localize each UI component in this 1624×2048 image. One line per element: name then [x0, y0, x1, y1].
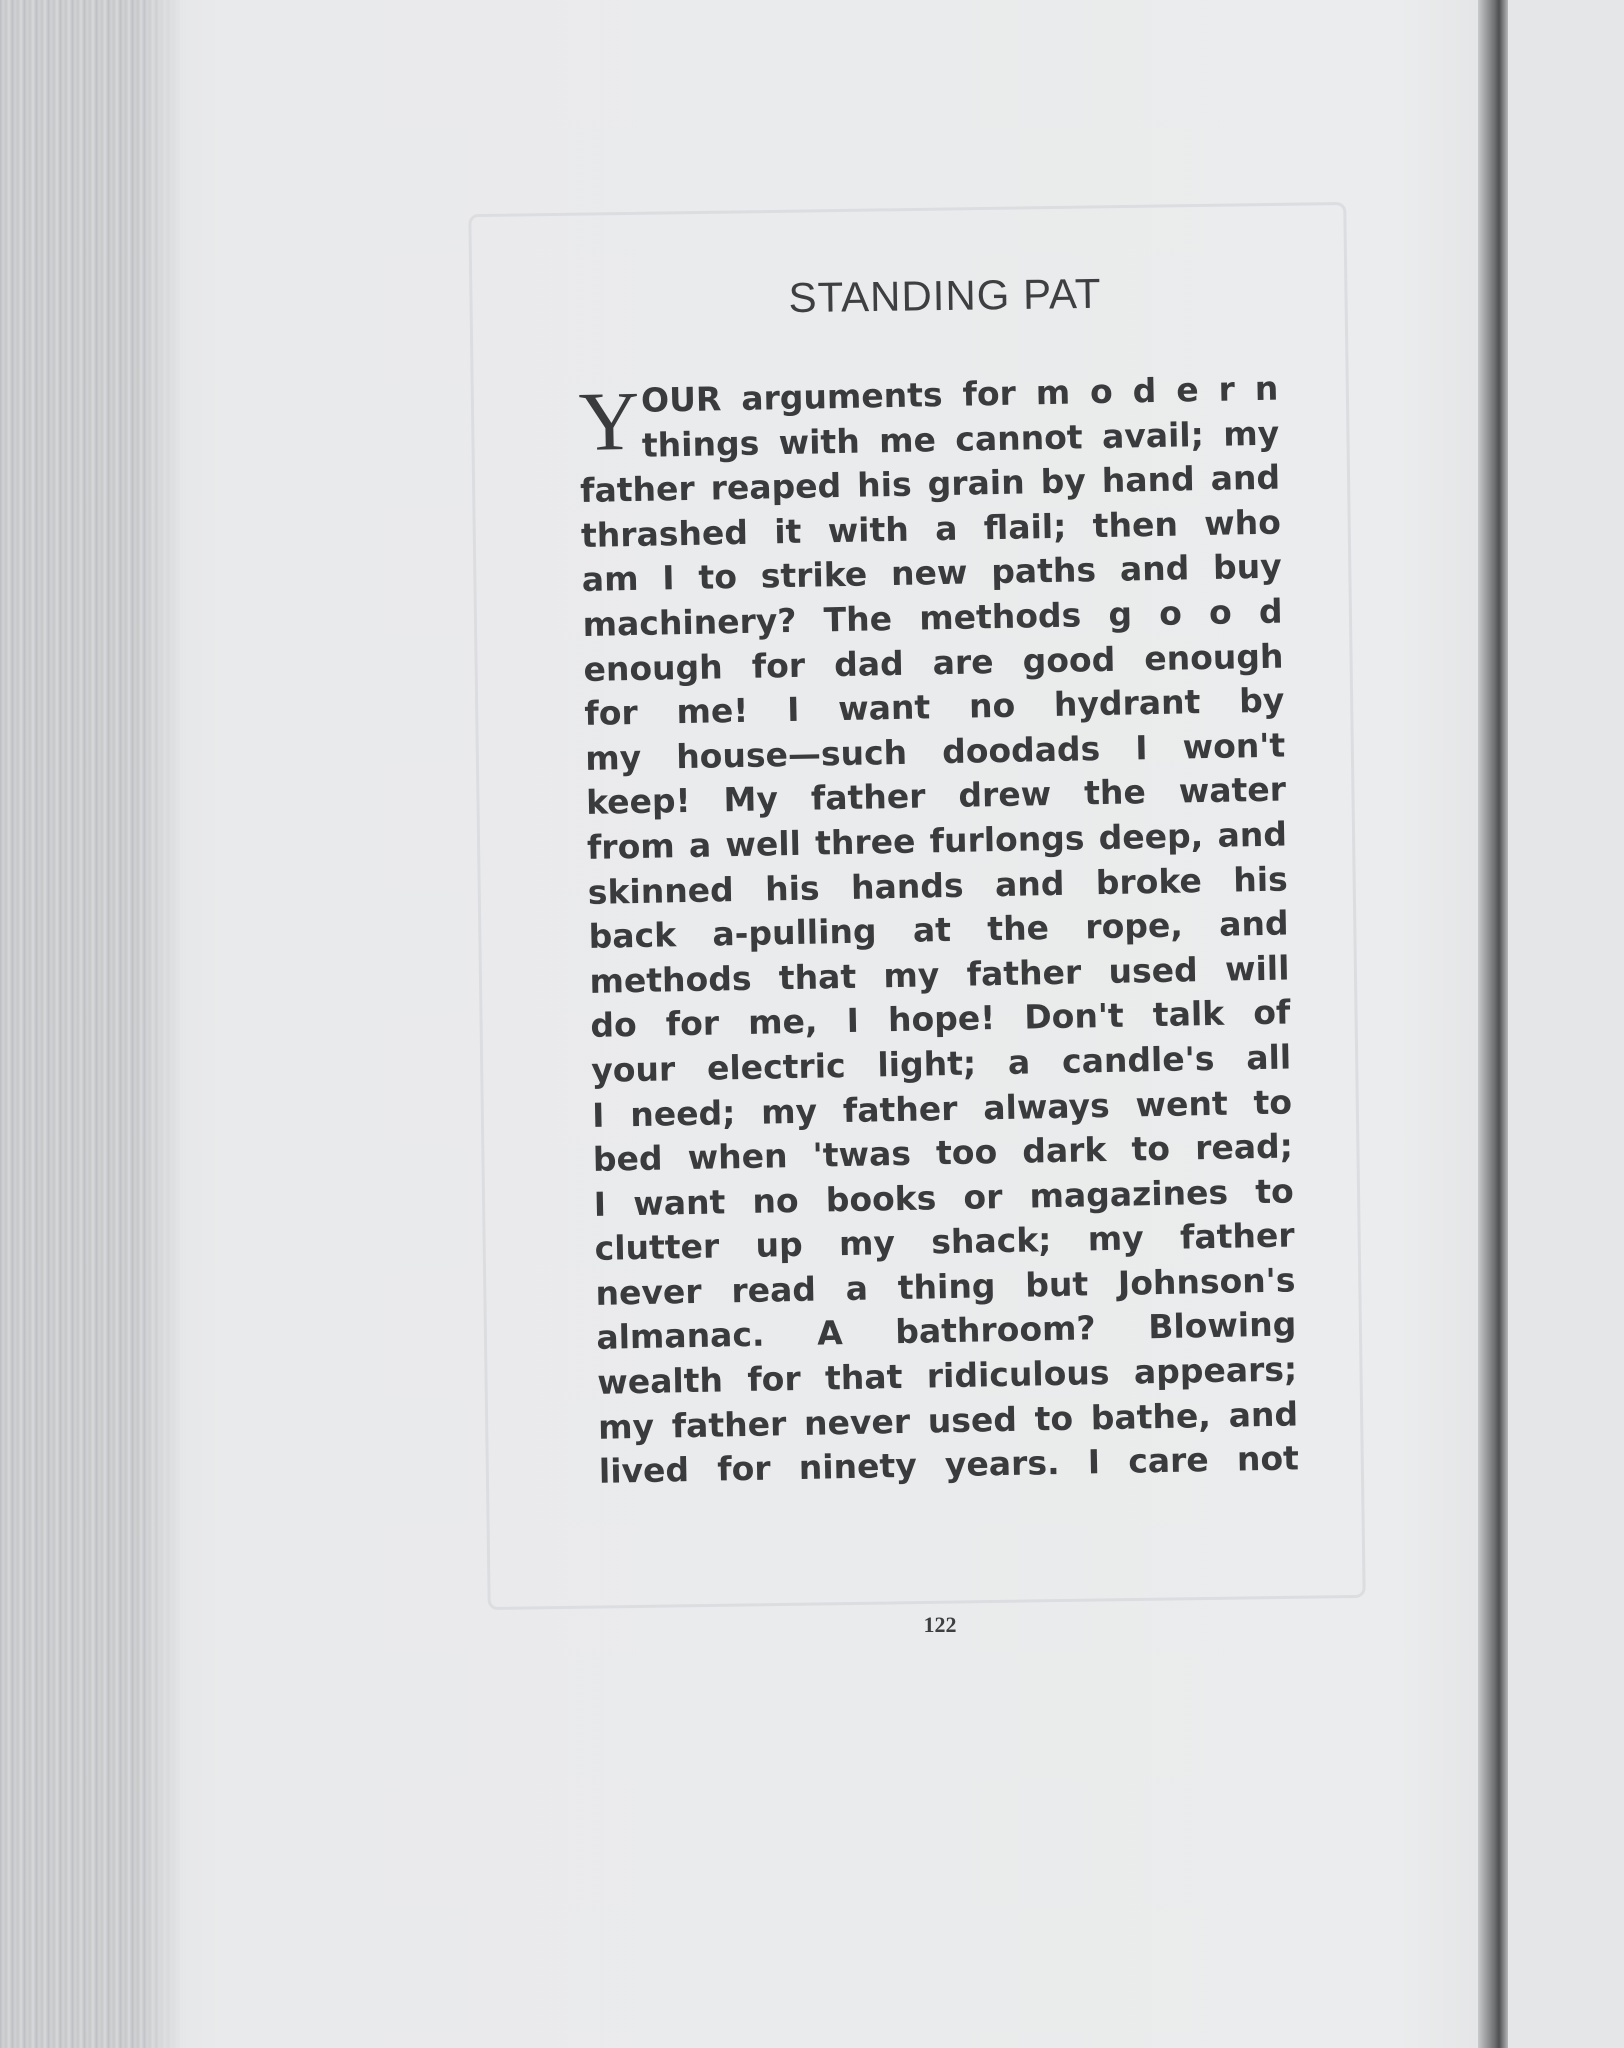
next-page-edge — [1508, 0, 1624, 2048]
text-line: enough for dad are good enough — [583, 636, 1284, 689]
text-line: for me! I want no hydrant by — [584, 680, 1285, 734]
text-line: your electric light; a candle's all — [590, 1037, 1292, 1090]
text-line: keep! My father drew the water — [585, 769, 1287, 823]
text-line: bed when 'twas too dark to read; — [592, 1126, 1294, 1179]
text-line: things with me cannot avail; my — [641, 413, 1280, 465]
text-line: back a-pulling at the rope, and — [588, 903, 1289, 957]
text-line: from a well three furlongs deep, and — [586, 814, 1288, 867]
text-line: my father never used to bathe, and — [597, 1394, 1299, 1447]
text-line: methods that my father used will — [589, 948, 1290, 1001]
text-line: wealth for that ridiculous appears; — [596, 1349, 1298, 1402]
text-line: thrashed it with a flail; then who — [580, 502, 1282, 555]
opening-lines — [578, 367, 1280, 470]
text-line: clutter up my shack; my father — [594, 1215, 1295, 1269]
text-line: almanac. A bathroom? Blowing — [596, 1304, 1297, 1358]
text-line: am I to strike new paths and buy — [581, 546, 1283, 600]
text-line: lived for ninety years. I care not — [598, 1438, 1300, 1492]
text-line: do for me, I hope! Don't talk of — [590, 992, 1291, 1046]
drop-cap: Y — [578, 374, 641, 469]
text-line: never read a thing but Johnson's — [595, 1260, 1296, 1313]
text-line: father reaped his grain by hand and — [579, 457, 1281, 511]
poem-text — [578, 367, 1299, 1495]
page-edges — [0, 0, 180, 2048]
text-line: I want no books or magazines to — [593, 1171, 1295, 1224]
text-line: machinery? The methods g o o d — [582, 591, 1283, 644]
page-number: 122 — [923, 1612, 957, 1637]
text-line: OUR arguments for m o d e r n — [640, 368, 1279, 420]
book-gutter — [1478, 0, 1508, 2048]
text-line: I need; my father always went to — [591, 1081, 1293, 1135]
text-line: skinned his hands and broke his — [587, 859, 1289, 912]
page-title: STANDING PAT — [788, 269, 1102, 322]
text-line: my house—such doodads I won't — [584, 725, 1286, 778]
